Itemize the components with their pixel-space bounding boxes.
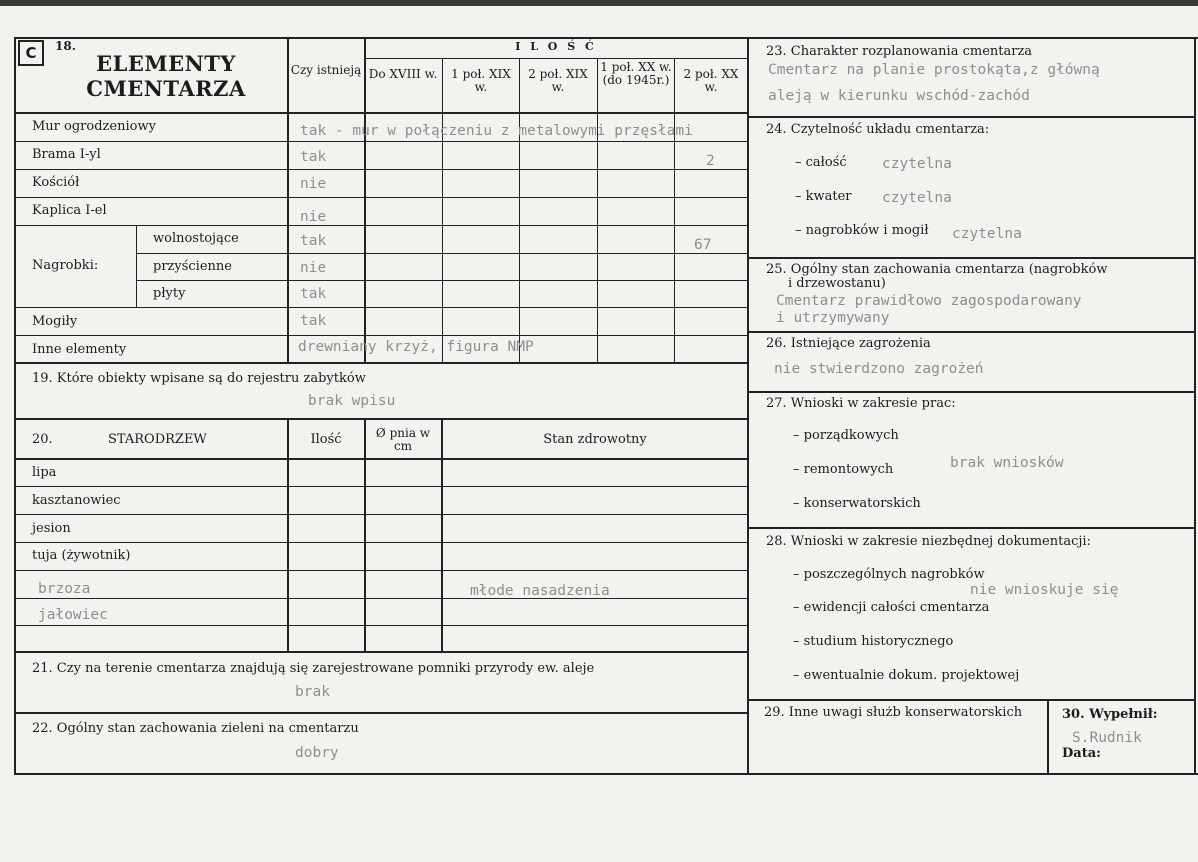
- s27-bottom-line: [747, 527, 1196, 529]
- s18-col-line-1xix: [442, 58, 443, 363]
- s20-health-note: młode nasadzenia: [470, 583, 610, 599]
- s18-col-line-2xx: [674, 58, 675, 363]
- s18-ilosc-underline: [364, 58, 748, 59]
- s24-answer-graves: czytelna: [952, 226, 1022, 242]
- s18-answer-kosciol: nie: [300, 176, 327, 192]
- s20-bottom-line: [14, 651, 748, 653]
- s20-row-line: [14, 486, 748, 487]
- s18-col-line-2xix: [519, 58, 520, 363]
- s18-answer-brama: tak: [300, 149, 327, 165]
- s28-answer: nie wnioskuje się: [970, 582, 1119, 598]
- s18-row-przysc: przyścienne: [153, 259, 232, 274]
- s20-col-health: Stan zdrowotny: [543, 432, 647, 447]
- s18-answer-brama-qty: 2: [706, 153, 715, 169]
- s18-answer-mur: tak - mur w połączeniu z metalowymi przęsłami: [300, 123, 693, 139]
- s18-row-plyty: płyty: [153, 286, 186, 301]
- s19-label: 19. Które obiekty wpisane są do rejestru zabytków: [32, 371, 366, 386]
- s18-answer-kaplica: nie: [300, 209, 327, 225]
- s20-row-line: [14, 598, 748, 599]
- s18-row-line: [14, 307, 748, 308]
- s18-row-kosciol: Kościół: [32, 175, 80, 190]
- s23-answer-line2: aleją w kierunku wschód-zachód: [768, 88, 1030, 104]
- frame-right-line: [1194, 37, 1196, 775]
- s18-title-line2: CMENTARZA: [86, 76, 246, 101]
- s28-item-project: – ewentualnie dokum. projektowej: [793, 668, 1020, 683]
- s24-bottom-line: [747, 257, 1196, 259]
- s20-title: STARODRZEW: [108, 432, 207, 447]
- s18-col-line-exists: [287, 37, 289, 363]
- s18-answer-wolno-qty: 67: [694, 237, 712, 253]
- s24-answer-quarters: czytelna: [882, 190, 952, 206]
- s18-row-brama: Brama I-yl: [32, 147, 101, 162]
- s18-row-kaplica: Kaplica I-el: [32, 203, 107, 218]
- s18-title-line1: ELEMENTY: [96, 51, 236, 76]
- s20-col-qty: Ilość: [310, 432, 342, 447]
- s18-col-xviii: Do XVIII w.: [368, 67, 438, 81]
- s18-row-line: [14, 169, 748, 170]
- s28-item-graves: – poszczególnych nagrobków: [793, 567, 985, 582]
- s20-row-line: [14, 514, 748, 515]
- s26-bottom-line: [747, 391, 1196, 393]
- s20-header-bottom-line: [14, 458, 748, 460]
- s20-col-line-diam: [364, 418, 366, 652]
- s20-col-diam: Ø pnia w cm: [375, 426, 431, 454]
- s30-answer: S.Rudnik: [1072, 730, 1142, 746]
- s18-answer-mogily: tak: [300, 313, 327, 329]
- s22-answer: dobry: [295, 745, 339, 761]
- s18-ilosc-header: I L O Ś Ć: [515, 40, 597, 53]
- s18-col-exists: Czy istnieją: [290, 63, 362, 77]
- s20-row-label: lipa: [32, 465, 57, 480]
- s21-label: 21. Czy na terenie cmentarza znajdują się zarejestrowane pomniki przyrody ew. aleje: [32, 661, 595, 676]
- s18-col-2xix: 2 poł. XIX w.: [528, 67, 588, 95]
- s20-typed-row: brzoza: [38, 581, 91, 597]
- s20-col-line-qty: [287, 418, 289, 652]
- s18-row-line: [136, 280, 748, 281]
- s23-answer-line1: Cmentarz na planie prostokąta,z główną: [768, 62, 1100, 78]
- s18-number: 18.: [55, 39, 76, 53]
- s20-typed-row: jałowiec: [38, 607, 108, 623]
- s18-row-mogily: Mogiły: [32, 314, 78, 329]
- s26-label: 26. Istniejące zagrożenia: [766, 336, 931, 351]
- s24-item-total: – całość: [795, 155, 847, 170]
- s25-answer-line2: i utrzymywany: [776, 310, 890, 326]
- s18-answer-wolno: tak: [300, 233, 327, 249]
- s20-row-label: tuja (żywotnik): [32, 548, 131, 563]
- s18-nagrobki-divider: [136, 225, 137, 307]
- s18-col-line-1xx: [597, 58, 598, 363]
- s27-label: 27. Wnioski w zakresie prac:: [766, 396, 956, 411]
- section-marker-box: C: [18, 40, 44, 66]
- s27-item-cleanup: – porządkowych: [793, 428, 899, 443]
- s28-bottom-line: [747, 699, 1196, 701]
- s18-col-line-xviii: [364, 37, 366, 363]
- s20-col-line-health: [441, 418, 443, 652]
- s23-label: 23. Charakter rozplanowania cmentarza: [766, 44, 1033, 59]
- s24-label: 24. Czytelność układu cmentarza:: [766, 122, 990, 137]
- s23-bottom-line: [747, 116, 1196, 118]
- s21-bottom-line: [14, 712, 748, 714]
- s18-bottom-line: [14, 362, 748, 364]
- s28-item-study: – studium historycznego: [793, 634, 954, 649]
- s29-label: 29. Inne uwagi służb konserwatorskich: [764, 705, 1023, 720]
- frame-top-line: [14, 37, 1198, 39]
- s18-row-line: [14, 335, 748, 336]
- s18-answer-inne: drewniany krzyż, figura NMP: [298, 339, 534, 355]
- s21-answer: brak: [295, 684, 330, 700]
- s24-item-quarters: – kwater: [795, 189, 852, 204]
- s25-bottom-line: [747, 331, 1196, 333]
- s25-label-line1: 25. Ogólny stan zachowania cmentarza (nagrobków: [766, 262, 1108, 277]
- s20-row-line: [14, 625, 748, 626]
- s27-answer: brak wniosków: [950, 455, 1064, 471]
- s18-row-line: [14, 197, 748, 198]
- s20-row-label: kasztanowiec: [32, 493, 121, 508]
- s25-answer-line1: Cmentarz prawidłowo zagospodarowany: [776, 293, 1082, 309]
- frame-left-line: [14, 37, 16, 775]
- s18-col-1xix: 1 poł. XIX w.: [451, 67, 511, 95]
- s29-s30-divider: [1047, 699, 1049, 774]
- s18-row-line: [136, 253, 748, 254]
- s18-row-nagrobki: Nagrobki:: [32, 258, 99, 273]
- s22-label: 22. Ogólny stan zachowania zieleni na cmentarzu: [32, 721, 359, 736]
- s18-row-mur: Mur ogrodzeniowy: [32, 119, 156, 134]
- s30-date-label: Data:: [1062, 746, 1101, 761]
- s18-row-wolno: wolnostojące: [153, 231, 239, 246]
- s18-row-line: [14, 225, 748, 226]
- frame-bottom-line: [14, 773, 1198, 775]
- s28-item-records: – ewidencji całości cmentarza: [793, 600, 990, 615]
- s20-row-line: [14, 542, 748, 543]
- s27-item-conservation: – konserwatorskich: [793, 496, 921, 511]
- s18-row-inne: Inne elementy: [32, 342, 127, 357]
- s19-answer: brak wpisu: [308, 393, 396, 409]
- s20-row-line: [14, 570, 748, 571]
- s18-row-line: [14, 141, 748, 142]
- s20-row-label: jesion: [32, 521, 71, 536]
- s27-item-repair: – remontowych: [793, 462, 894, 477]
- s18-col-1xx: 1 poł. XX w. (do 1945r.): [600, 60, 672, 88]
- s18-header-bottom-line: [14, 112, 748, 114]
- s18-answer-plyty: tak: [300, 286, 327, 302]
- s19-bottom-line: [14, 418, 748, 420]
- s18-answer-przysc: nie: [300, 260, 327, 276]
- s25-label-line2: i drzewostanu): [788, 276, 886, 291]
- s30-label: 30. Wypełnił:: [1062, 707, 1158, 722]
- s26-answer: nie stwierdzono zagrożeń: [774, 361, 984, 377]
- s20-number: 20.: [32, 432, 53, 447]
- s24-answer-total: czytelna: [882, 156, 952, 172]
- s28-label: 28. Wnioski w zakresie niezbędnej dokumentacji:: [766, 534, 1091, 549]
- s24-item-graves: – nagrobków i mogił: [795, 223, 929, 238]
- s18-col-2xx: 2 poł. XX w.: [683, 67, 739, 95]
- center-divider-line: [747, 37, 749, 775]
